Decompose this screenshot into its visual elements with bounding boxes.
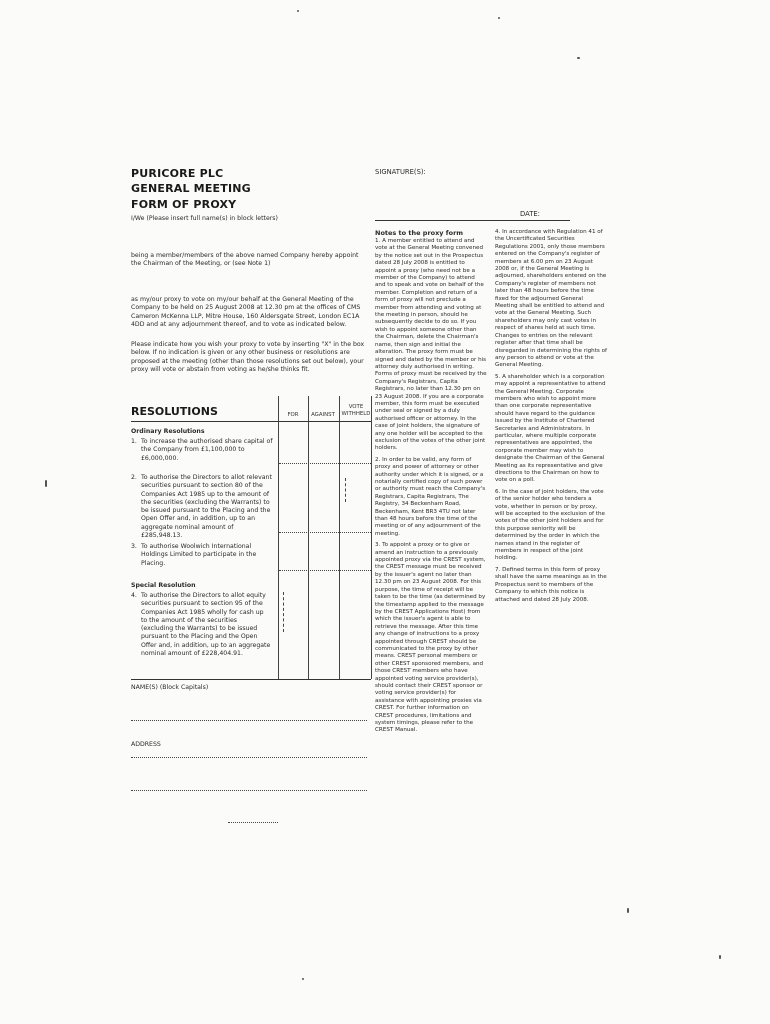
note-text: A shareholder which is a corporation may appoint a representative to attend the General Meeting. Corporate members who wish to appoint more than one corporate representative should have regard to the guidance issued by the Institute of Chartered Secretaries and Administrators. In particular, where multiple corporate representatives are appointed, the corporate member may wish to designate the Chairman of the General Meeting as its representative and give directions to the Chairman on how to vote on a poll.: [495, 373, 606, 484]
resolution-3-text: To authorise Woolwich International Holdings Limited to participate in the Placing.: [141, 543, 257, 567]
note-number: 5.: [495, 373, 501, 380]
note-item: [375, 542, 487, 735]
address-line[interactable]: [131, 790, 367, 791]
signature-label: SIGNATURE(S):: [375, 168, 426, 176]
notes-heading: Notes to the proxy form: [375, 229, 464, 237]
scan-speck: [45, 480, 47, 487]
address-line[interactable]: [131, 757, 367, 758]
proxy-paragraph: as my/our proxy to vote on my/our behalf at the General Meeting of the Company to be held on 25 August 2008 at 12.30 pm at the offices of CMS Cameron McKenna LLP, Mitre House, 160 Aldersgate Street, London EC1A 4DD and at any adjournment thereof, and to vote as indicated below.: [131, 296, 361, 328]
note-text: A member entitled to attend and vote at the General Meeting convened by the notice set out in the Prospectus dated 28 July 2008 is entitled to appoint a proxy (who need not be a member of the Company) to attend and to speak and vote on behalf of the member. Completion and return of a form of proxy will not preclude a member from attending and voting at the meeting in person, should he subsequently decide to do so. If you wish to appoint someone other than the Chairman, delete the Chairman's name, then sign and initial the alteration. The proxy form must be signed and dated by the member or his attorney duly authorised in writing. Forms of proxy must be received by the Company's Registrars, Capita Registrars, no later than 12.30 pm on 23 August 2008. If you are a corporate member, this form must be executed under seal or signed by a duly authorised officer or attorney. In the case of joint holders, the signature of any one holder will be accepted to the exclusion of the votes of the other joint holders.: [375, 238, 487, 452]
resolution-4-text: To authorise the Directors to allot equity securities pursuant to section 95 of the Companies Act 1985 wholly for cash up to the amount of the securities (excluding the Warrants) to be issued pursuant to the Placing and the Open Offer and, in addition, up to an aggregate nominal amount of £228,404.91.: [141, 592, 271, 658]
checkbox-guide: [283, 592, 284, 632]
resolution-number: 1.: [131, 438, 137, 445]
note-item: [375, 457, 487, 538]
scan-speck: [719, 955, 721, 959]
address-label: ADDRESS: [131, 741, 161, 748]
col-for: FOR: [287, 412, 299, 418]
row-divider: [279, 532, 371, 533]
scan-speck: [302, 978, 304, 980]
note-text: In order to be valid, any form of proxy and power of attorney or other authority under which it is signed, or a notarially certified copy of such power or authority must reach the Company's Registrars, Capita Registrars, The Registry, 34 Beckenham Road, Beckenham, Kent BR3 4TU not later than 48 hours before the time of the meeting or of any adjournment of the meeting.: [375, 456, 486, 537]
resolution-number: 2.: [131, 474, 137, 481]
note-item: [375, 238, 487, 453]
note-number: 1.: [375, 238, 381, 244]
date-label: DATE:: [520, 210, 540, 218]
table-top-rule: [131, 421, 371, 422]
signature-line[interactable]: [375, 220, 570, 221]
checkbox-guide: [345, 478, 346, 502]
note-number: 4.: [495, 229, 501, 235]
scan-speck: [627, 908, 629, 913]
scan-speck: [577, 57, 580, 59]
note-item: [495, 489, 607, 563]
meeting-title: GENERAL MEETING: [131, 182, 251, 195]
resolution-2-text: To authorise the Directors to allot relevant securities pursuant to section 80 of the Companies Act 1985 up to the amount of the securities (excluding the Warrants) to be issued pursuant to the Placing and the Open Offer and, in addition, up to an aggregate nominal amount of £285,948.13.: [141, 474, 272, 540]
special-heading: Special Resolution: [131, 582, 196, 589]
name-prompt: I/We (Please insert full name(s) in block letters): [131, 215, 278, 222]
appoint-text: being a member/members of the above named Company hereby appoint the Chairman of the Meeting, or (see Note 1): [131, 252, 359, 268]
col-divider: [339, 396, 340, 679]
col-divider: [278, 396, 279, 679]
note-text: Defined terms in this form of proxy shall have the same meanings as in the Prospectus sent to members of the Company to which this notice is attached and dated 28 July 2008.: [495, 566, 607, 603]
notes-column-1: [375, 238, 487, 739]
note-text: In accordance with Regulation 41 of the Uncertificated Securities Regulations 2001, only those members entered on the Company's register of members at 6.00 pm on 23 August 2008 or, if the General Meeting is adjourned, shareholders entered on the Company's register of members not later than 48 hours before the time fixed for the adjourned General Meeting shall be entitled to attend and vote at the General Meeting. Such shareholders may only cast votes in respect of shares held at such time. Changes to entries on the relevant register after that time shall be disregarded in determining the rights of any person to attend or vote at the General Meeting.: [495, 229, 608, 369]
note-item: [495, 229, 607, 370]
note-item: [495, 374, 607, 485]
note-number: 3.: [375, 542, 381, 549]
note-text: In the case of joint holders, the vote of the senior holder who tenders a vote, whether in person or by proxy, will be accepted to the exclusion of the votes of the other joint holders and for this purpose seniority will be determined by the order in which the names stand in the register of members in respect of the joint holding.: [495, 488, 605, 562]
row-divider: [279, 570, 371, 571]
table-bottom-rule: [131, 679, 371, 680]
name-label: NAME(S) (Block Capitals): [131, 684, 209, 691]
col-divider: [308, 396, 309, 679]
note-number: 7.: [495, 566, 501, 573]
ordinary-heading: Ordinary Resolutions: [131, 428, 205, 435]
company-name: PURICORE PLC: [131, 167, 224, 180]
note-text: To appoint a proxy or to give or amend an instruction to a previously appointed proxy via the CREST system, the CREST message must be received by the issuer's agent no later than 12.30 pm on 23 August 2008. For this purpose, the time of receipt will be taken to be the time (as determined by the timestamp applied to the message by the CREST Applications Host) from which the issuer's agent is able to retrieve the message. After this time any change of instructions to a proxy appointed through CREST should be communicated to the proxy by other means. CREST personal members or other CREST sponsored members, and those CREST members who have appointed voting service provider(s), should contact their CREST sponsor or voting service provider(s) for assistance with appointing proxies via CREST. For further information on CREST procedures, limitations and system timings, please refer to the CREST Manual.: [375, 542, 486, 734]
note-number: 2.: [375, 456, 381, 463]
resolutions-heading: RESOLUTIONS: [131, 405, 218, 418]
col-vote-withheld: VOTE WITHHELD: [341, 404, 371, 417]
scan-speck: [498, 17, 500, 19]
col-against: AGAINST: [311, 412, 335, 418]
form-title: FORM OF PROXY: [131, 198, 237, 211]
resolution-number: 3.: [131, 543, 137, 550]
resolution-number: 4.: [131, 592, 137, 599]
note-item: [495, 567, 607, 604]
resolution-1-text: To increase the authorised share capital of the Company from £1,100,000 to £6,000,000.: [141, 438, 273, 462]
scan-speck: [297, 10, 299, 12]
row-divider: [279, 463, 371, 464]
instruction-paragraph: Please indicate how you wish your proxy to vote by inserting "X" in the box below. If no indication is given or any other business or resolutions are proposed at the meeting (other than those resolutions set out below), your proxy will vote or abstain from voting as he/she thinks fit.: [131, 341, 365, 373]
notes-column-2: [495, 229, 607, 608]
col-divider: [371, 396, 372, 679]
note-number: 6.: [495, 488, 501, 495]
address-line[interactable]: [228, 822, 278, 823]
name-line[interactable]: [131, 720, 367, 721]
